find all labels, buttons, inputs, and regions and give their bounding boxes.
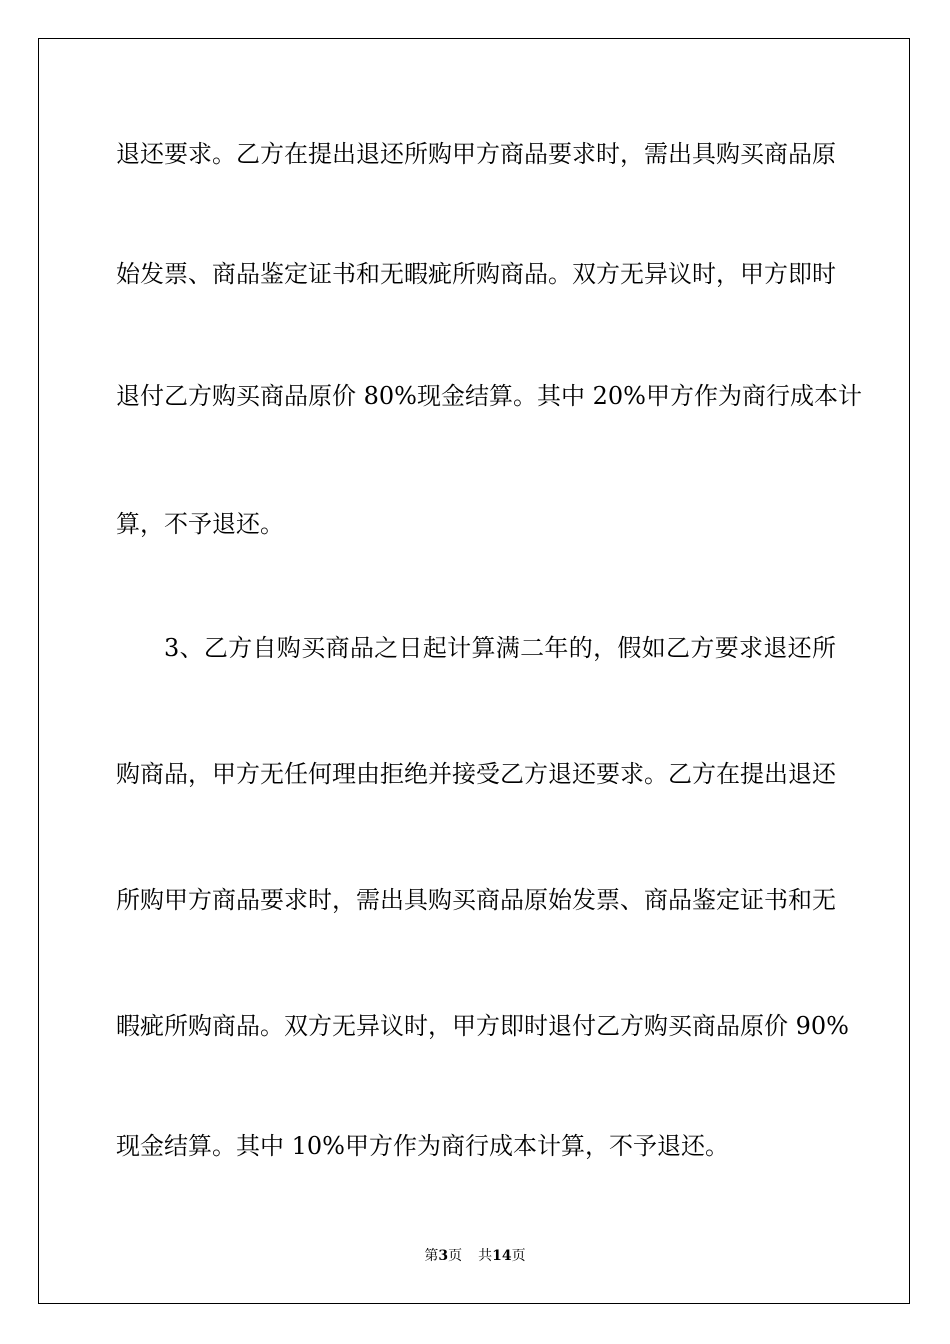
text-line: 算，不予退还。 [116,510,284,538]
page-border [38,38,910,1304]
paragraph-first-line: 3、乙方自购买商品之日起计算满二年的，假如乙方要求退还所 [164,634,836,662]
text-line: 退付乙方购买商品原价 80%现金结算。其中 20%甲方作为商行成本计 [116,382,862,410]
footer-total-prefix: 共 [478,1248,493,1264]
text-line: 购商品，甲方无任何理由拒绝并接受乙方退还要求。乙方在提出退还 [116,760,836,788]
footer-page-suffix: 页 [448,1248,463,1264]
page-footer [0,1247,950,1265]
text-line: 退还要求。乙方在提出退还所购甲方商品要求时，需出具购买商品原 [116,140,836,168]
footer-total-suffix: 页 [511,1248,526,1264]
footer-page-number: 3 [438,1248,449,1264]
text-line: 所购甲方商品要求时，需出具购买商品原始发票、商品鉴定证书和无 [116,886,836,914]
text-line: 暇疵所购商品。双方无异议时，甲方即时退付乙方购买商品原价 90% [116,1012,849,1040]
text-line: 现金结算。其中 10%甲方作为商行成本计算，不予退还。 [116,1132,729,1160]
text-line: 始发票、商品鉴定证书和无暇疵所购商品。双方无异议时，甲方即时 [116,260,836,288]
footer-total-pages: 14 [492,1248,512,1264]
footer-page-prefix: 第 [424,1248,439,1264]
